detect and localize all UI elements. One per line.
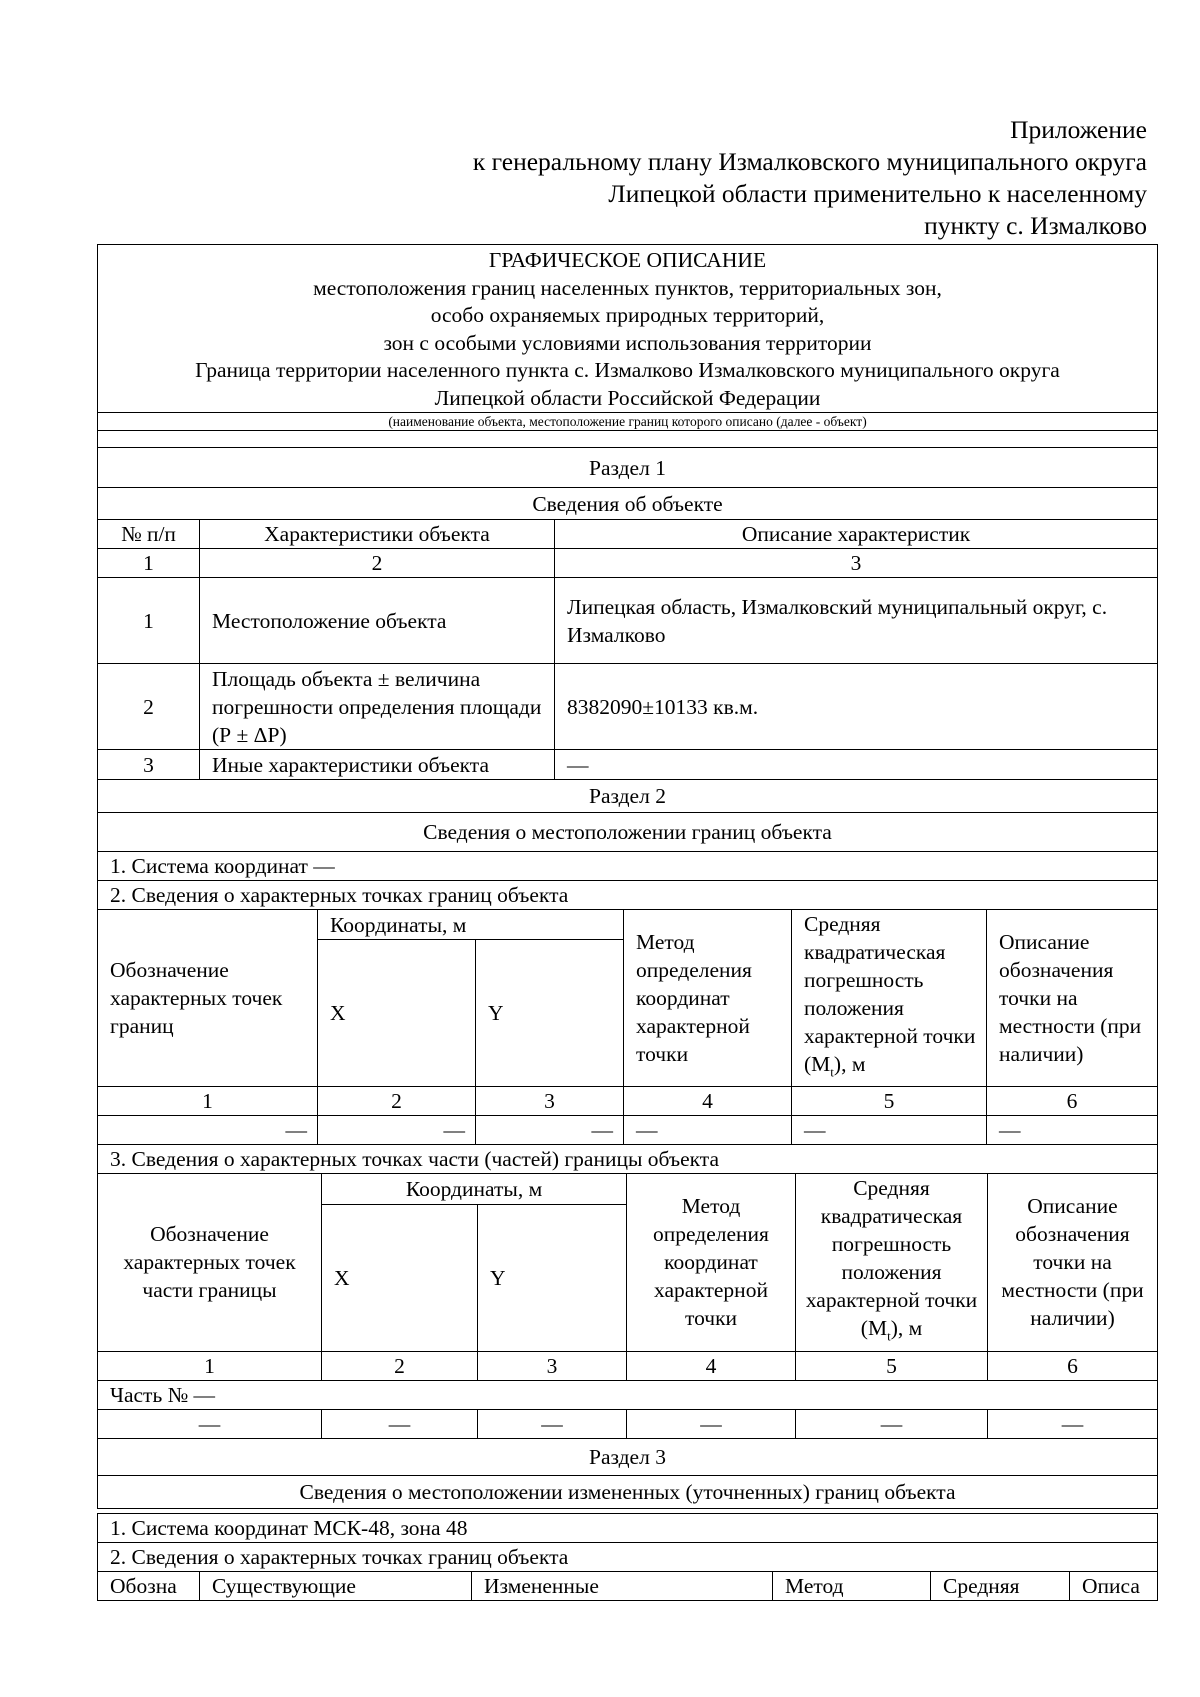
col-header-designation: Обозначение характерных точек границ: [98, 910, 318, 1087]
col-number: 2: [200, 549, 555, 578]
table-cell: —: [987, 1116, 1158, 1145]
appendix-line: Липецкой области применительно к населенному: [608, 179, 1147, 208]
col-number: 2: [318, 1087, 476, 1116]
section2-points-heading: 2. Сведения о характерных точках границ объекта: [98, 881, 1158, 910]
col-header-error: [792, 910, 987, 1087]
row-value: 8382090±10133 кв.м.: [555, 664, 1158, 750]
appendix-line: Приложение: [1010, 115, 1147, 144]
col-header-coords: Координаты, м: [322, 1174, 627, 1204]
title-table: [97, 244, 1158, 520]
appendix-header: [327, 114, 1147, 242]
col-number: 3: [555, 549, 1158, 578]
col-header-num: № п/п: [98, 520, 200, 549]
col-number: 3: [478, 1351, 627, 1380]
section1-label: Раздел 1: [98, 448, 1158, 488]
col-number: 6: [987, 1087, 1158, 1116]
col-number: 4: [627, 1351, 796, 1380]
document-title: ГРАФИЧЕСКОЕ ОПИСАНИЕ: [488, 248, 767, 272]
col-number: 3: [476, 1087, 624, 1116]
col-header-method: Метод определения координат характерной точки: [627, 1174, 796, 1351]
col-number: 6: [988, 1351, 1158, 1380]
appendix-line: к генеральному плану Измалковского муниципального округа: [472, 147, 1147, 176]
col-header-y: Y: [478, 1204, 627, 1351]
col-header-description: Описание характеристик: [555, 520, 1158, 549]
section2-points-table: [97, 909, 1158, 1145]
col-header-changed: Измененные: [472, 1571, 773, 1600]
section1-table: [97, 519, 1158, 780]
col-header-x: X: [322, 1204, 478, 1351]
row-num: 2: [98, 664, 200, 750]
subtitle-line: Липецкой области Российской Федерации: [434, 385, 821, 410]
section2-parts-heading: 3. Сведения о характерных точках части (частей) границы объекта: [98, 1145, 1158, 1174]
section2-heading: Сведения о местоположении границ объекта: [98, 813, 1158, 852]
col-header-point-description: Описа: [1070, 1571, 1158, 1600]
table-cell: —: [988, 1409, 1158, 1438]
error-suffix: ), м: [890, 1316, 923, 1341]
section1-heading: Сведения об объекте: [98, 488, 1158, 520]
col-header-point-description: Описание обозначения точки на местности (при наличии): [988, 1174, 1158, 1351]
table-row: [98, 664, 1158, 750]
section2-parts-table: [97, 1173, 1158, 1438]
subtitle-line: местоположения границ населенных пунктов, территориальных зон,: [313, 275, 942, 300]
error-label: Средняя квадратическая погрешность положения характерной точки (M: [805, 1176, 978, 1341]
table-cell: —: [318, 1116, 476, 1145]
section3-coord-table: [97, 1513, 1158, 1572]
row-value: Липецкая область, Измалковский муниципальный округ, с. Измалково: [555, 578, 1158, 664]
col-header-error: [796, 1174, 988, 1351]
graphic-description-form: [97, 244, 1158, 1601]
table-row: [98, 578, 1158, 664]
row-num: 1: [98, 578, 200, 664]
section3-points-table: [97, 1571, 1158, 1601]
col-number: 5: [792, 1087, 987, 1116]
table-row: [98, 750, 1158, 780]
object-note: (наименование объекта, местоположение границ которого описано (далее - объект): [98, 413, 1158, 431]
table-cell: —: [796, 1409, 988, 1438]
spacer-row: [98, 431, 1158, 448]
error-label: Средняя квадратическая погрешность положения характерной точки (M: [804, 912, 976, 1076]
col-header-part-designation: Обозначение характерных точек части границы: [98, 1174, 322, 1351]
section2-label: Раздел 2: [98, 780, 1158, 813]
col-number: 2: [322, 1351, 478, 1380]
table-cell: —: [627, 1409, 796, 1438]
col-number: 5: [796, 1351, 988, 1380]
section3-points-heading: 2. Сведения о характерных точках границ объекта: [98, 1542, 1158, 1571]
part-label: Часть № —: [98, 1380, 1158, 1409]
row-value: —: [555, 750, 1158, 780]
error-subscript: t: [887, 1328, 891, 1344]
row-name: Иные характеристики объекта: [200, 750, 555, 780]
col-number: 1: [98, 1087, 318, 1116]
section2-header-table: [97, 779, 1158, 910]
title-block: [98, 245, 1158, 413]
error-suffix: ), м: [833, 1052, 866, 1076]
table-cell: —: [792, 1116, 987, 1145]
section3-coord-system: 1. Система координат МСК-48, зона 48: [98, 1513, 1158, 1542]
col-header-point-description: Описание обозначения точки на местности (при наличии): [987, 910, 1158, 1087]
row-num: 3: [98, 750, 200, 780]
col-header-y: Y: [476, 940, 624, 1087]
col-header-method: Метод: [773, 1571, 931, 1600]
section2-parts-header-table: [97, 1144, 1158, 1174]
col-header-x: X: [318, 940, 476, 1087]
row-name: Местоположение объекта: [200, 578, 555, 664]
appendix-line: пункту с. Измалково: [924, 211, 1147, 240]
section2-coord-system: 1. Система координат —: [98, 852, 1158, 881]
col-header-existing: Существующие: [200, 1571, 472, 1600]
table-cell: —: [624, 1116, 792, 1145]
table-row: [98, 1116, 1158, 1145]
row-name: Площадь объекта ± величина погрешности определения площади (Р ± ΔР): [200, 664, 555, 750]
table-cell: —: [476, 1116, 624, 1145]
col-header-error: Средняя: [931, 1571, 1070, 1600]
col-number: 1: [98, 1351, 322, 1380]
table-cell: —: [98, 1409, 322, 1438]
col-header-characteristics: Характеристики объекта: [200, 520, 555, 549]
subtitle-line: зон с особыми условиями использования территории: [383, 330, 872, 355]
col-number: 1: [98, 549, 200, 578]
section3-label: Раздел 3: [98, 1438, 1158, 1475]
table-row: [98, 1409, 1158, 1438]
col-header-method: Метод определения координат характерной точки: [624, 910, 792, 1087]
col-number: 4: [624, 1087, 792, 1116]
col-header-coords: Координаты, м: [318, 910, 624, 940]
col-header-designation: Обозна: [98, 1571, 200, 1600]
section3-heading: Сведения о местоположении измененных (уточненных) границ объекта: [98, 1475, 1158, 1508]
table-cell: —: [478, 1409, 627, 1438]
section3-header-table: [97, 1438, 1158, 1509]
table-cell: —: [98, 1116, 318, 1145]
subtitle-line: особо охраняемых природных территорий,: [430, 303, 825, 327]
table-cell: —: [322, 1409, 478, 1438]
error-subscript: t: [830, 1064, 834, 1080]
subtitle-line: Граница территории населенного пункта с. Измалково Измалковского муниципального округа: [195, 358, 1060, 382]
